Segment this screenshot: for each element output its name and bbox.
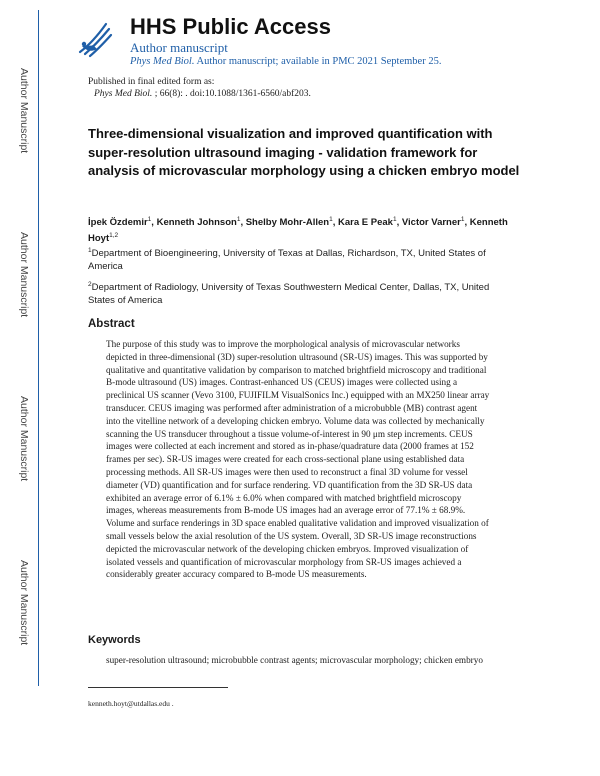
author-affiliation-mark: 1 xyxy=(329,216,333,223)
affiliation-2 xyxy=(88,278,508,307)
author-name: Shelby Mohr-Allen xyxy=(245,217,330,229)
citation-journal: Phys Med Biol. xyxy=(94,89,153,99)
author-affiliation-mark: 1 xyxy=(147,216,152,223)
citation-doi: ; 66(8): . doi:10.1088/1361-6560/abf203. xyxy=(152,89,311,99)
affiliation-number: 2 xyxy=(88,281,92,288)
side-label-author-manuscript: Author Manuscript xyxy=(18,68,30,154)
paper-title: Three-dimensional visualization and improved quantification with super-resolution ultrasound imaging - validation framework for analysis of microvascular morphology using a chicken embryo model xyxy=(88,126,520,178)
author-name: İpek Özdemir xyxy=(88,217,148,229)
availability-text: Author manuscript; available in PMC 2021 September 25. xyxy=(194,56,442,67)
author-affiliation-mark: 1 xyxy=(392,216,397,223)
author-list: İpek Özdemir$^1$, Kenneth Johnson$^1$, Shelby Mohr-Allen$^1$, Kara E Peak$^1$, Victor Varner$^1$, Kenneth Hoyt$^{1,2}$ xyxy=(88,216,508,245)
abstract-heading: Abstract xyxy=(88,318,135,330)
side-label-author-manuscript: Author Manuscript xyxy=(18,232,30,318)
affiliation-text: Department of Radiology, University of Texas Southwestern Medical Center, Dallas, TX, United States of America xyxy=(88,282,490,307)
margin-rule xyxy=(38,10,39,686)
footnote-rule xyxy=(88,687,228,688)
author-name: Kara E Peak xyxy=(338,217,393,229)
author-affiliation-mark: 1 xyxy=(236,216,241,223)
hhs-public-access-title: HHS Public Access xyxy=(130,14,331,39)
author-affiliation-mark: 1 xyxy=(460,216,465,223)
author-name: Victor Varner xyxy=(401,217,461,229)
hhs-eagle-logo-icon xyxy=(76,18,114,60)
corresponding-email: kenneth.hoyt@utdallas.edu . xyxy=(88,699,174,708)
side-label-author-manuscript: Author Manuscript xyxy=(18,560,30,646)
author-name: Kenneth Hoyt xyxy=(88,217,508,245)
affiliation-number: 1 xyxy=(88,247,92,254)
keywords-text: super-resolution ultrasound; microbubble contrast agents; microvascular morphology; chicken embryo xyxy=(106,655,483,665)
published-in-label: Published in final edited form as: xyxy=(88,77,215,87)
side-label-author-manuscript: Author Manuscript xyxy=(18,396,30,482)
author-manuscript-subtitle: Author manuscript xyxy=(130,40,228,55)
author-affiliation-mark: 1,2 xyxy=(109,232,119,240)
citation-line xyxy=(94,89,311,99)
affiliation-text: Department of Bioengineering, University of Texas at Dallas, Richardson, TX, United States of America xyxy=(88,248,486,273)
keywords-heading: Keywords xyxy=(88,634,141,646)
journal-abbrev: Phys Med Biol. xyxy=(130,56,195,67)
availability-line xyxy=(130,56,441,67)
affiliation-1 xyxy=(88,244,508,273)
abstract-text: The purpose of this study was to improve the morphological analysis of microvascular networks depicted in three-dimensional (3D) super-resolution ultrasound (SR-US) images. This was supported by qualitative and quantitative validation by comparison to matched brightfield microscopy and traditional B-mode ultrasound (US) images. Contrast-enhanced US (CEUS) images were collected using a preclinical US scanner (Vevo 3100, FUJIFILM VisualSonics Inc.) equipped with an MX250 linear array transducer. CEUS imaging was performed after administration of a microbubble (MB) contrast agent into the vitelline network of a developing chicken embryo. Volume data was collected by mechanically scanning the US transducer throughout a tissue volume-of-interest in 90 μm step increments. CEUS images were collected at each increment and stored as in-phase/quadrature data (2000 frames at 152 frames per sec). SR-US images were created for each cross-sectional plane using established data processing methods. All SR-US images were then used to reconstruct a final 3D volume for vessel diameter (VD) quantification and for surface rendering. VD quantification from the 3D SR-US data exhibited an average error of 6.1% ± 6.0% when compared with matched brightfield microscopy images, whereas measurements from B-mode US images had an average error of 77.1% ± 68.9%. Volume and surface renderings in 3D space enabled qualitative validation and improved visualization of small vessels below the axial resolution of the US system. Overall, 3D SR-US image reconstructions depicted the microvascular network of the developing chicken embryos. Improved visualization of isolated vessels and quantification of microvascular morphology from SR-US images achieved a considerably greater accuracy compared to B-mode US measurements. xyxy=(106,339,490,580)
author-name: Kenneth Johnson xyxy=(156,217,237,229)
